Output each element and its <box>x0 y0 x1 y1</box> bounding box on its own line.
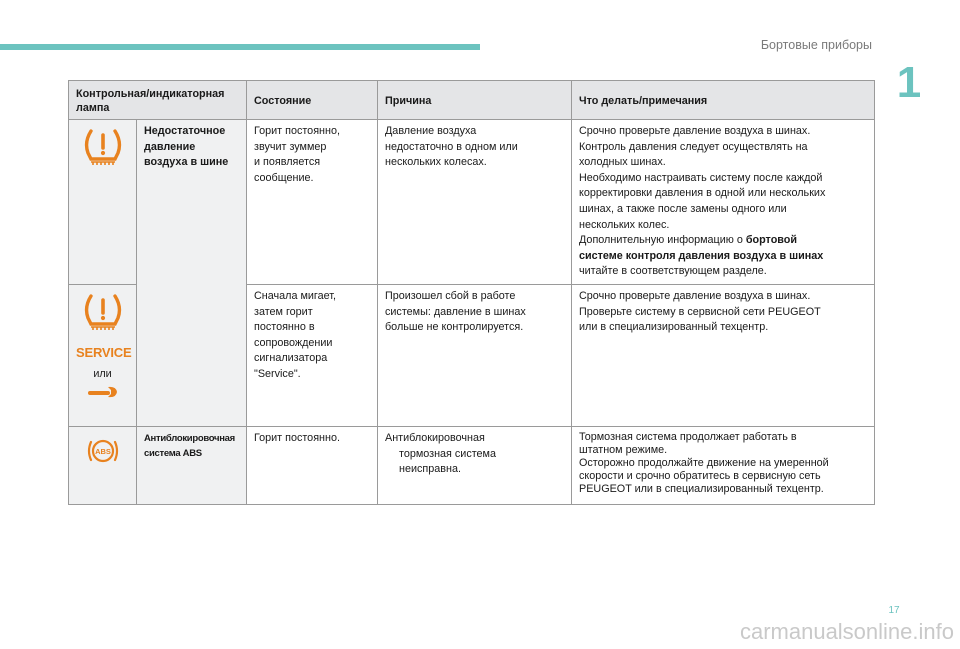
table-row <box>69 120 875 285</box>
icon-cell <box>69 120 137 285</box>
state-cell: Сначала мигает, затем горит постоянно в сопровождении сигнализатора "Service". <box>247 285 378 427</box>
section-title: Бортовые приборы <box>760 38 872 52</box>
wrench-icon <box>86 384 120 400</box>
watermark: carmanualsonline.info <box>739 619 954 644</box>
accent-bar <box>0 44 480 50</box>
state-cell: Горит постоянно. <box>247 427 378 505</box>
tire-pressure-warning-icon <box>83 128 123 166</box>
header-action: Что делать/примечания <box>572 81 875 120</box>
header-lamp: Контрольная/индикаторная лампа <box>69 81 247 120</box>
name-cell-abs: Антиблокировочная система ABS <box>137 427 247 505</box>
tire-pressure-warning-icon <box>83 293 123 331</box>
icon-cell <box>69 285 137 427</box>
icon-cell <box>69 427 137 505</box>
table-row <box>69 427 875 505</box>
state-cell: Горит постоянно, звучит зуммер и появляется сообщение. <box>247 120 378 285</box>
link-text: системе контроля давления воздуха в шинах <box>579 249 824 262</box>
header-state: Состояние <box>247 81 378 120</box>
link-text: бортовой <box>745 234 798 247</box>
name-cell-tire-pressure: Недостаточное давление воздуха в шине <box>137 120 247 427</box>
action-cell: Срочно проверьте давление воздуха в шинах. Проверьте систему в сервисной сети PEUGEOT или в специализированный техцентр. <box>572 285 875 427</box>
cause-cell: Антиблокировочная тормозная система неисправна. <box>378 427 572 505</box>
abs-icon-text: ABS <box>94 447 111 456</box>
chapter-number: 1 <box>896 58 922 107</box>
abs-warning-icon <box>86 435 120 467</box>
header-cause: Причина <box>378 81 572 120</box>
page-number: 17 <box>888 605 900 616</box>
service-warning-icon: SERVICE <box>76 345 132 360</box>
or-label: или <box>93 367 112 380</box>
warning-lamps-table <box>68 80 875 505</box>
table-header-row <box>69 81 875 120</box>
cause-cell: Давление воздуха недостаточно в одном или нескольких колесах. <box>378 120 572 285</box>
action-cell: Тормозная система продолжает работать в штатном режиме. Осторожно продолжайте движение на умеренной скорости и срочно обратитесь в сервисную сеть PEUGEOT или в специализированный техцентр. <box>572 427 875 505</box>
action-cell: Срочно проверьте давление воздуха в шинах. Контроль давления следует осуществлять на холодных шинах. Необходимо настраивать систему после каждой корректировки давления в одной или нескольких шинах, а также после замены одного или нескольких колес. Дополнительную информацию о бортовой системе контроля давления воздуха в шинах читайте в соответствующем разделе. <box>572 120 875 285</box>
cause-cell: Произошел сбой в работе системы: давление в шинах больше не контролируется. <box>378 285 572 427</box>
